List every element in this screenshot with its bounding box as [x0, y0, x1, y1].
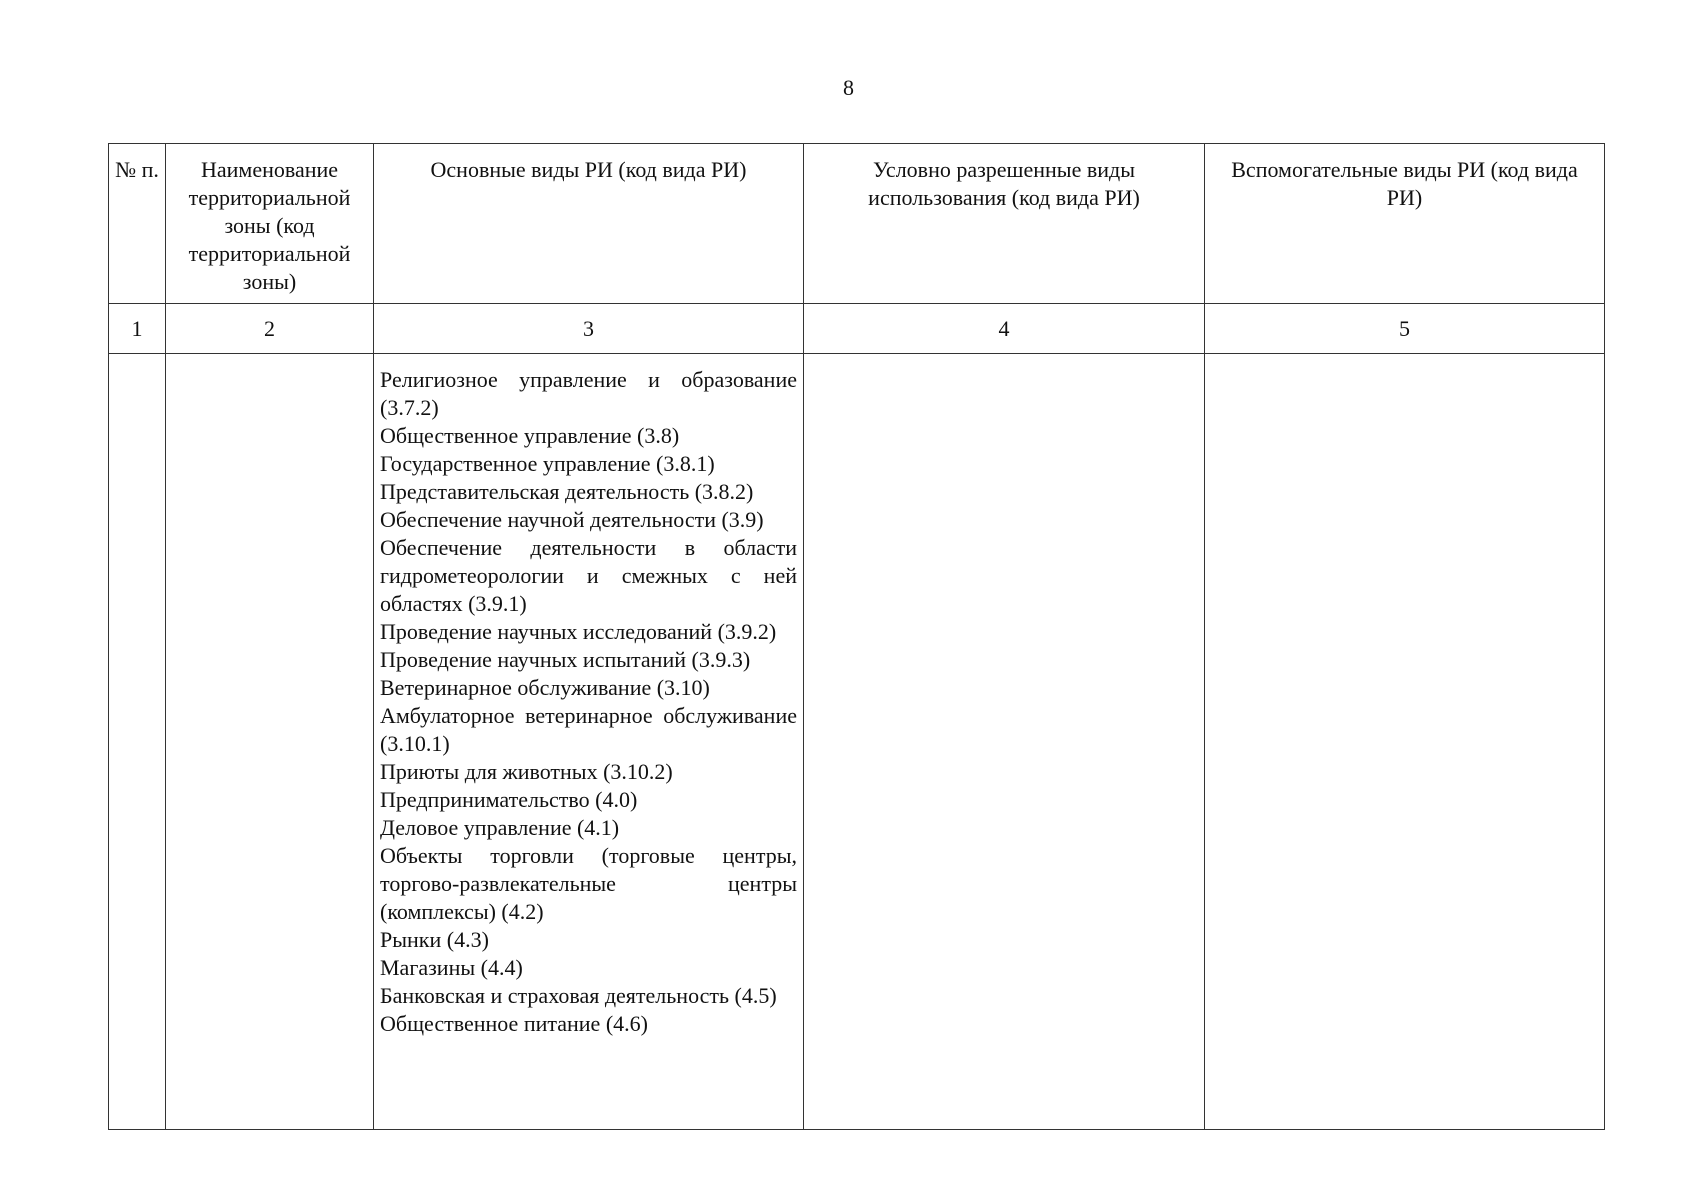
- list-item: Проведение научных испытаний (3.9.3): [380, 647, 751, 672]
- header-zone-name: Наименование территориальной зоны (код территориальной зоны): [166, 144, 374, 304]
- column-number-row: [109, 304, 1605, 354]
- zone-name-cell: [166, 354, 374, 1130]
- list-item: Амбулаторное ветеринарное обслуживание (3.10.1): [380, 703, 797, 756]
- header-main-uses: Основные виды РИ (код вида РИ): [374, 144, 804, 304]
- list-item: Обеспечение деятельности в области гидрометеорологии и смежных с ней областях (3.9.1): [380, 535, 797, 616]
- list-item: Представительская деятельность (3.8.2): [380, 479, 754, 504]
- list-item: Объекты торговли (торговые центры, торгово-развлекательные центры (комплексы) (4.2): [380, 843, 797, 924]
- list-item: Предпринимательство (4.0): [380, 787, 638, 812]
- column-number-2: 2: [166, 304, 374, 354]
- auxiliary-uses-cell: [1205, 354, 1605, 1130]
- list-item: Рынки (4.3): [380, 927, 489, 952]
- land-use-table: [108, 143, 1605, 1130]
- column-number-1: 1: [109, 304, 166, 354]
- table-row: [109, 354, 1605, 1130]
- header-conditional-uses: Условно разрешенные виды использования (код вида РИ): [804, 144, 1205, 304]
- list-item: Обеспечение научной деятельности (3.9): [380, 507, 764, 532]
- list-item: Общественное питание (4.6): [380, 1011, 648, 1036]
- row-number-cell: [109, 354, 166, 1130]
- list-item: Магазины (4.4): [380, 955, 523, 980]
- list-item: Общественное управление (3.8): [380, 423, 680, 448]
- column-number-5: 5: [1205, 304, 1605, 354]
- list-item: Деловое управление (4.1): [380, 815, 620, 840]
- column-number-4: 4: [804, 304, 1205, 354]
- page-number: 8: [843, 75, 854, 100]
- list-item: Государственное управление (3.8.1): [380, 451, 715, 476]
- list-item: Религиозное управление и образование (3.7.2): [380, 367, 797, 420]
- list-item: Приюты для животных (3.10.2): [380, 759, 673, 784]
- main-uses-list: [374, 354, 803, 1038]
- column-number-3: 3: [374, 304, 804, 354]
- list-item: Ветеринарное обслуживание (3.10): [380, 675, 710, 700]
- conditional-uses-cell: [804, 354, 1205, 1130]
- list-item: Проведение научных исследований (3.9.2): [380, 619, 777, 644]
- list-item: Банковская и страховая деятельность (4.5): [380, 983, 777, 1008]
- header-number: № п.: [109, 144, 166, 304]
- table-header-row: [109, 144, 1605, 304]
- header-auxiliary-uses: Вспомогательные виды РИ (код вида РИ): [1205, 144, 1605, 304]
- main-uses-cell: [374, 354, 804, 1130]
